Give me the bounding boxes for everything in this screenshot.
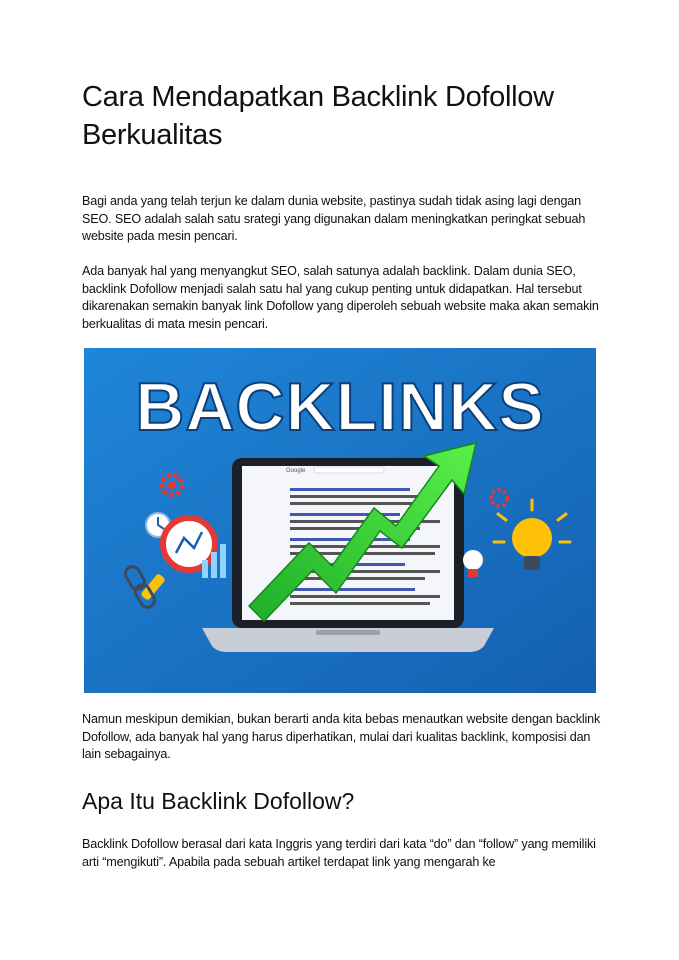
article-title: Cara Mendapatkan Backlink Dofollow Berkualitas [82,81,554,151]
section-heading: Apa Itu Backlink Dofollow? [82,788,355,814]
hero-illustration [84,348,596,693]
paragraph-intro: Bagi anda yang telah terjun ke dalam dunia website, pastinya sudah tidak asing lagi dengan SEO. SEO adalah salah satu srategi yang digunakan dalam meningkatkan peringkat sebuah website pada mesin pencari. [82,194,586,243]
paragraph-caution: Namun meskipun demikian, bukan berarti anda kita bebas menautkan website dengan backlink Dofollow, ada banyak hal yang harus diperhatikan, mulai dari kualitas backlink, komposisi dan lain sebagainya. [82,712,601,761]
screen-label: Google [286,468,306,474]
paragraph-dofollow-definition: Backlink Dofollow berasal dari kata Inggris yang terdiri dari kata “do” dan “follow” yang memiliki arti “mengikuti”. Apabila pada sebuah artikel terdapat link yang mengarah ke [82,837,596,869]
paragraph-seo-backlink: Ada banyak hal yang menyangkut SEO, salah satunya adalah backlink. Dalam dunia SEO, backlink Dofollow menjadi salah satu hal yang cukup penting untuk didapatkan. Hal tersebut dikarenakan semakin banyak link Dofollow yang diperoleh sebuah website maka akan semakin berkualitas di mata mesin pencari. [82,264,599,331]
hero-headline: BACKLINKS [135,369,545,445]
